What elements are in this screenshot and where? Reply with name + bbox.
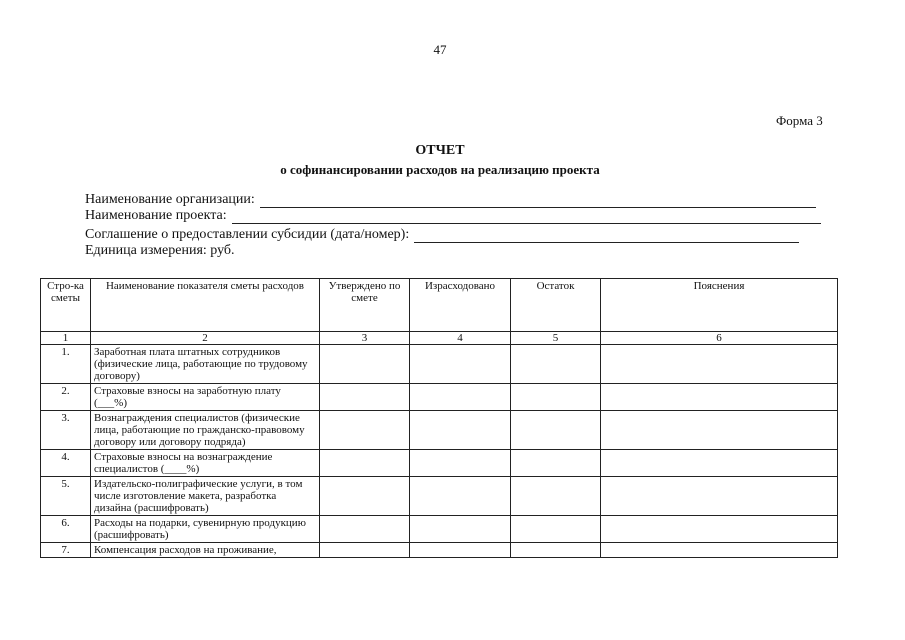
row-name: Заработная плата штатных сотрудников (физические лица, работающие по трудовому договору) <box>91 345 320 384</box>
row-number: 2. <box>41 384 91 411</box>
report-title: ОТЧЕТ <box>415 143 465 158</box>
table-row <box>41 345 838 384</box>
remainder-cell[interactable] <box>511 411 601 450</box>
header-approved: Утверждено по смете <box>320 279 410 332</box>
column-number: 5 <box>511 332 601 345</box>
notes-cell[interactable] <box>601 477 838 516</box>
table-row <box>41 516 838 543</box>
form-label: Форма 3 <box>776 113 823 128</box>
spent-cell[interactable] <box>410 411 511 450</box>
notes-cell[interactable] <box>601 450 838 477</box>
approved-cell[interactable] <box>320 477 410 516</box>
header-indicator-name: Наименование показателя сметы расходов <box>91 279 320 332</box>
table-row <box>41 450 838 477</box>
row-number: 6. <box>41 516 91 543</box>
row-name: Страховые взносы на вознаграждение специалистов (____%) <box>91 450 320 477</box>
spent-cell[interactable] <box>410 345 511 384</box>
column-number: 4 <box>410 332 511 345</box>
spent-cell[interactable] <box>410 450 511 477</box>
row-name: Страховые взносы на заработную плату (___%) <box>91 384 320 411</box>
column-number: 3 <box>320 332 410 345</box>
remainder-cell[interactable] <box>511 450 601 477</box>
org-name-label: Наименование организации: <box>85 192 255 207</box>
header-spent: Израсходовано <box>410 279 511 332</box>
table-row <box>41 411 838 450</box>
page-number: 47 <box>433 42 447 57</box>
unit-field <box>85 243 235 259</box>
agreement-label: Соглашение о предоставлении субсидии (дата/номер): <box>85 227 410 242</box>
project-name-label: Наименование проекта: <box>85 208 227 223</box>
approved-cell[interactable] <box>320 345 410 384</box>
project-name-line[interactable] <box>232 211 821 224</box>
row-name: Компенсация расходов на проживание, <box>91 543 320 558</box>
column-number: 1 <box>41 332 91 345</box>
notes-cell[interactable] <box>601 345 838 384</box>
org-name-line[interactable] <box>260 195 816 208</box>
project-name-field <box>85 208 821 224</box>
org-name-field <box>85 192 816 208</box>
header-row-number: Стро-ка сметы <box>41 279 91 332</box>
column-number-row <box>41 332 838 345</box>
unit-label: Единица измерения: руб. <box>85 243 235 258</box>
row-number: 3. <box>41 411 91 450</box>
row-name: Издательско-полиграфические услуги, в том числе изготовление макета, разработка дизайна (расшифровать) <box>91 477 320 516</box>
remainder-cell[interactable] <box>511 345 601 384</box>
row-number: 7. <box>41 543 91 558</box>
remainder-cell[interactable] <box>511 516 601 543</box>
expense-report-table <box>40 278 838 558</box>
approved-cell[interactable] <box>320 384 410 411</box>
remainder-cell[interactable] <box>511 384 601 411</box>
notes-cell[interactable] <box>601 516 838 543</box>
table-row <box>41 477 838 516</box>
remainder-cell[interactable] <box>511 543 601 558</box>
approved-cell[interactable] <box>320 516 410 543</box>
column-number: 6 <box>601 332 838 345</box>
approved-cell[interactable] <box>320 411 410 450</box>
notes-cell[interactable] <box>601 543 838 558</box>
row-number: 1. <box>41 345 91 384</box>
row-number: 5. <box>41 477 91 516</box>
column-number: 2 <box>91 332 320 345</box>
header-remainder: Остаток <box>511 279 601 332</box>
approved-cell[interactable] <box>320 450 410 477</box>
approved-cell[interactable] <box>320 543 410 558</box>
report-subtitle: о софинансировании расходов на реализацию проекта <box>280 162 600 177</box>
agreement-field <box>85 227 799 243</box>
table-row <box>41 543 838 558</box>
row-name: Расходы на подарки, сувенирную продукцию (расшифровать) <box>91 516 320 543</box>
notes-cell[interactable] <box>601 411 838 450</box>
spent-cell[interactable] <box>410 477 511 516</box>
remainder-cell[interactable] <box>511 477 601 516</box>
header-notes: Пояснения <box>601 279 838 332</box>
row-name: Вознаграждения специалистов (физические лица, работающие по гражданско-правовому договору или договору подряда) <box>91 411 320 450</box>
spent-cell[interactable] <box>410 543 511 558</box>
row-number: 4. <box>41 450 91 477</box>
table-row <box>41 384 838 411</box>
notes-cell[interactable] <box>601 384 838 411</box>
spent-cell[interactable] <box>410 384 511 411</box>
spent-cell[interactable] <box>410 516 511 543</box>
agreement-line[interactable] <box>414 230 799 243</box>
